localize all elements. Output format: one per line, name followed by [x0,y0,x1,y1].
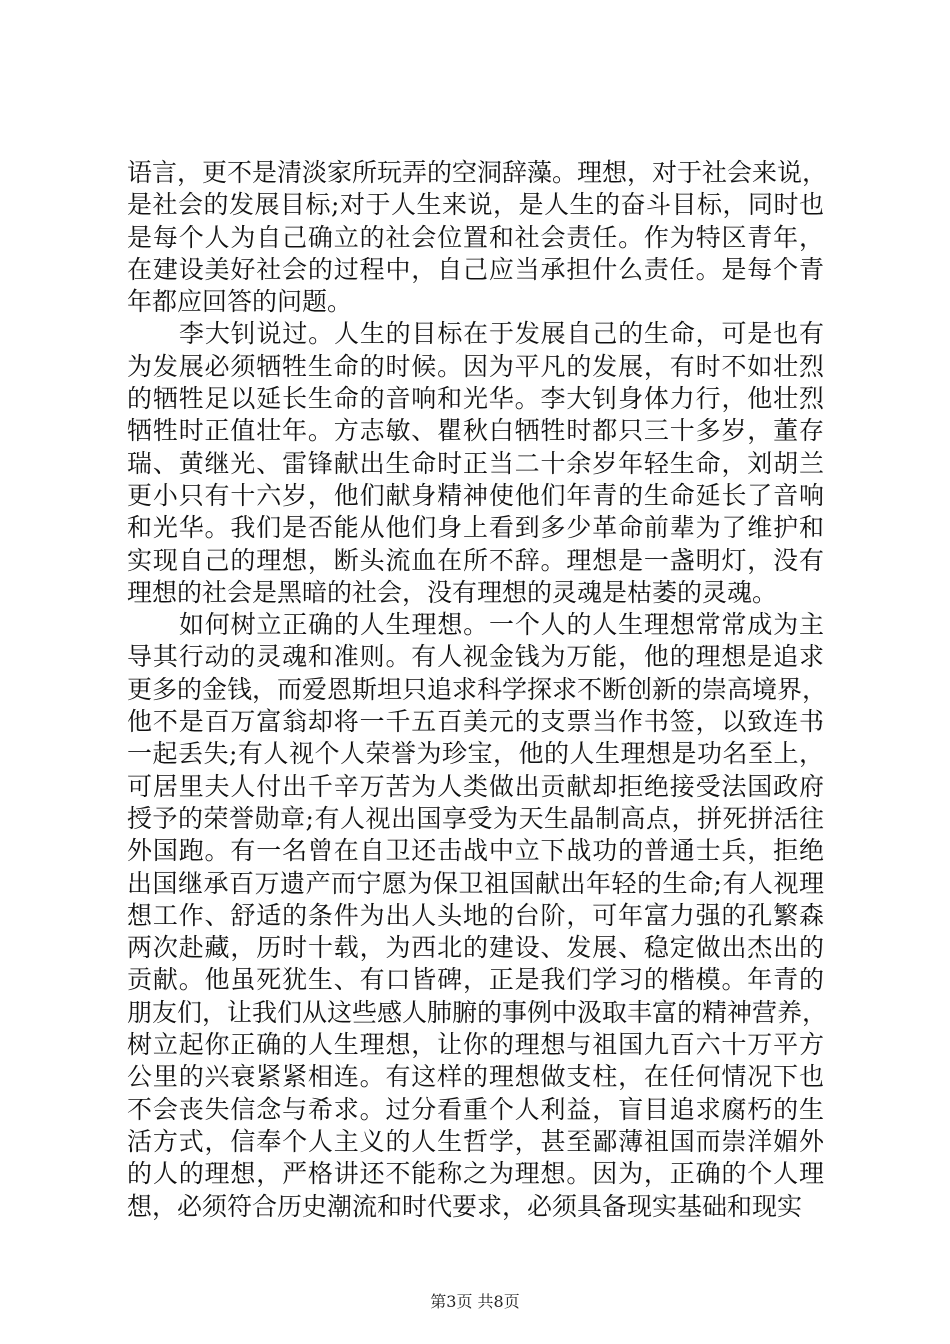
text-line: 两次赴藏，历时十载，为西北的建设、发展、稳定做出杰出的 [127,933,824,963]
text-line: 想工作、舒适的条件为出人头地的台阶，可年富力强的孔繁森 [127,900,824,930]
text-line: 一起丢失;有人视个人荣誉为珍宝，他的人生理想是功名至上， [127,739,824,769]
page-number: 第3页 共8页 [430,1292,520,1311]
text-line: 在建设美好社会的过程中，自己应当承担什么责任。是每个青 [127,254,824,284]
text-line: 是每个人为自己确立的社会位置和社会责任。作为特区青年， [127,222,824,252]
text-line: 的牺牲足以延长生命的音响和光华。李大钊身体力行，他壮烈 [127,384,824,414]
text-line: 语言，更不是清淡家所玩弄的空洞辞藻。理想，对于社会来说， [127,158,828,187]
text-line: 是社会的发展目标;对于人生来说，是人生的奋斗目标，同时也 [127,190,824,220]
text-line: 贡献。他虽死犹生、有口皆碑，正是我们学习的楷模。年青的 [127,965,824,995]
text-line: 出国继承百万遗产而宁愿为保卫祖国献出年轻的生命;有人视理 [127,868,824,898]
text-line: 为发展必须牺牲生命的时候。因为平凡的发展，有时不如壮烈 [127,351,824,381]
text-line: 他不是百万富翁却将一千五百美元的支票当作书签，以致连书 [127,707,824,737]
text-line: 更多的金钱，而爱恩斯坦只追求科学探求不断创新的崇高境界， [127,674,828,704]
paragraph [127,609,828,1223]
text-line: 牺牲时正值壮年。方志敏、瞿秋白牺牲时都只三十多岁，董存 [127,416,824,446]
page-footer [0,1292,950,1312]
text-line: 如何树立正确的人生理想。一个人的人生理想常常成为主 [179,610,824,640]
text-line: 想，必须符合历史潮流和时代要求，必须具备现实基础和现实 [127,1191,803,1221]
text-line: 活方式，信奉个人主义的人生哲学，甚至鄙薄祖国而崇洋媚外 [127,1126,824,1156]
paragraph [127,157,828,318]
text-line: 外国跑。有一名曾在自卫还击战中立下战功的普通士兵，拒绝 [127,836,824,866]
text-line: 导其行动的灵魂和准则。有人视金钱为万能，他的理想是追求 [127,642,824,672]
paragraph [127,318,824,609]
text-line: 不会丧失信念与希求。过分看重个人利益，盲目追求腐朽的生 [127,1094,824,1124]
text-line: 树立起你正确的人生理想，让你的理想与祖国九百六十万平方 [127,1030,824,1060]
text-line: 实现自己的理想，断头流血在所不辞。理想是一盏明灯，没有 [127,545,824,575]
text-line: 的人的理想，严格讲还不能称之为理想。因为，正确的个人理 [127,1159,824,1189]
text-line: 朋友们，让我们从这些感人肺腑的事例中汲取丰富的精神营养， [127,997,828,1027]
text-line: 李大钊说过。人生的目标在于发展自己的生命，可是也有 [179,319,824,349]
document-body [127,157,828,1223]
text-line: 年都应回答的问题。 [127,287,353,317]
text-line: 瑞、黄继光、雷锋献出生命时正当二十余岁年轻生命，刘胡兰 [127,448,824,478]
text-line: 和光华。我们是否能从他们身上看到多少革命前辈为了维护和 [127,513,824,543]
text-line: 更小只有十六岁，他们献身精神使他们年青的生命延长了音响 [127,480,824,510]
text-line: 理想的社会是黑暗的社会，没有理想的灵魂是枯萎的灵魂。 [127,577,778,607]
text-line: 授予的荣誉勋章;有人视出国享受为天生晶制高点，拼死拼活往 [127,803,824,833]
text-line: 可居里夫人付出千辛万苦为人类做出贡献却拒绝接受法国政府 [127,771,824,801]
text-line: 公里的兴衰紧紧相连。有这样的理想做支柱，在任何情况下也 [127,1062,824,1092]
